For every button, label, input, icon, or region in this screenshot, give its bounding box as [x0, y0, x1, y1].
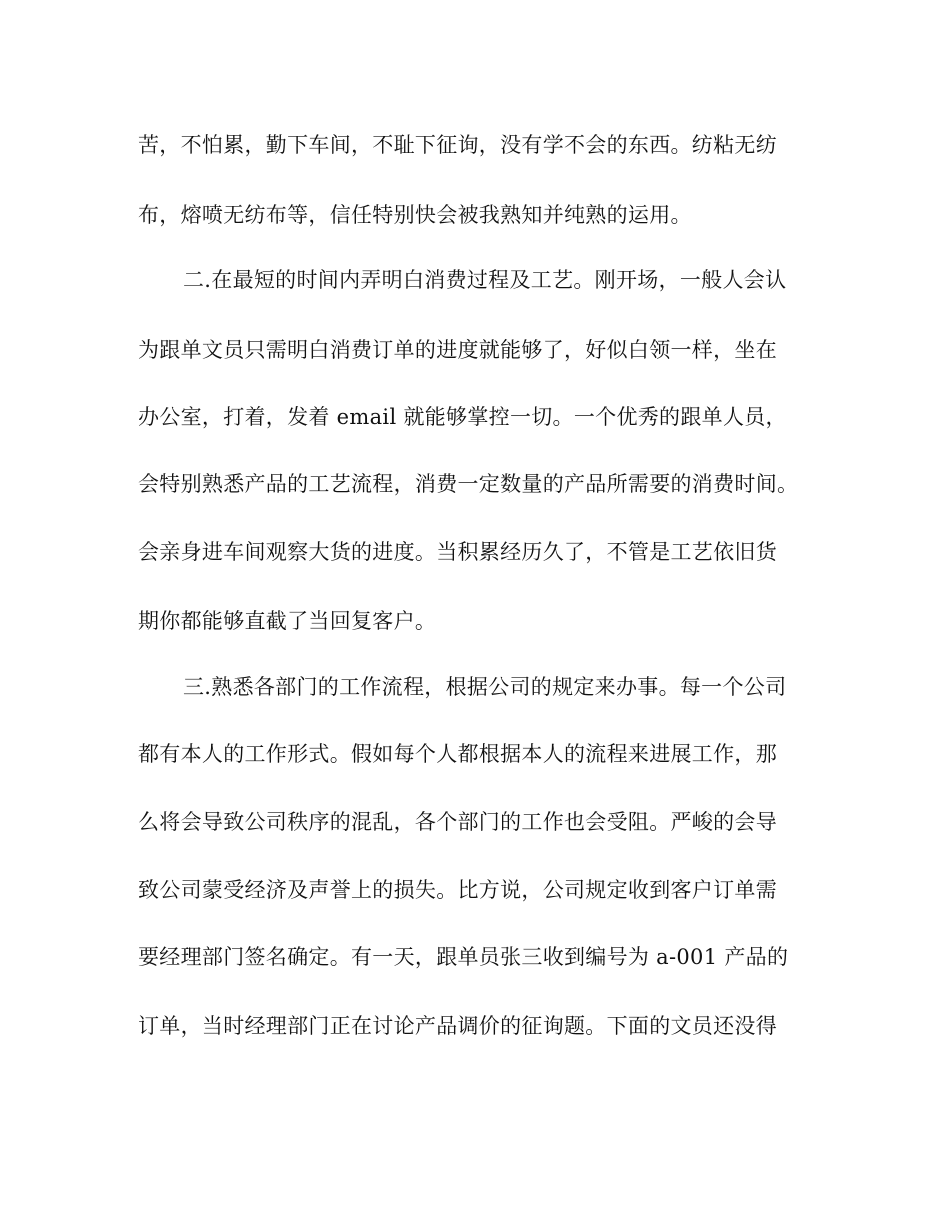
- body-text-line: 为跟单文员只需明白消费订单的进度就能够了，好似白领一样，坐在: [138, 338, 777, 362]
- paragraph-start-line: 二.在最短的时间内弄明白消费过程及工艺。刚开场，一般人会认: [183, 268, 787, 292]
- body-text-line: 订单，当时经理部门正在讨论产品调价的征询题。下面的文员还没得: [138, 1014, 777, 1038]
- paragraph-start-line: 三.熟悉各部门的工作流程，根据公司的规定来办事。每一个公司: [183, 675, 787, 699]
- body-text-line: 要经理部门签名确定。有一天，跟单员张三收到编号为 a-001 产品的: [138, 945, 789, 969]
- body-text-line: 布，熔喷无纺布等，信任特别快会被我熟知并纯熟的运用。: [138, 203, 692, 227]
- body-text-line: 会亲身进车间观察大货的进度。当积累经历久了，不管是工艺依旧货: [138, 540, 777, 564]
- body-text-line: 会特别熟悉产品的工艺流程，消费一定数量的产品所需要的消费时间。: [138, 472, 799, 496]
- body-text-line: 苦，不怕累，勤下车间，不耻下征询，没有学不会的东西。纺粘无纺: [138, 133, 777, 157]
- body-text-line: 办公室，打着，发着 email 就能够掌控一切。一个优秀的跟单人员，: [138, 405, 787, 429]
- body-text-line: 期你都能够直截了当回复客户。: [138, 609, 437, 633]
- body-text-line: 么将会导致公司秩序的混乱，各个部门的工作也会受阻。严峻的会导: [138, 810, 777, 834]
- body-text-line: 都有本人的工作形式。假如每个人都根据本人的流程来进展工作，那: [138, 742, 777, 766]
- body-text-line: 致公司蒙受经济及声誉上的损失。比方说，公司规定收到客户订单需: [138, 878, 777, 902]
